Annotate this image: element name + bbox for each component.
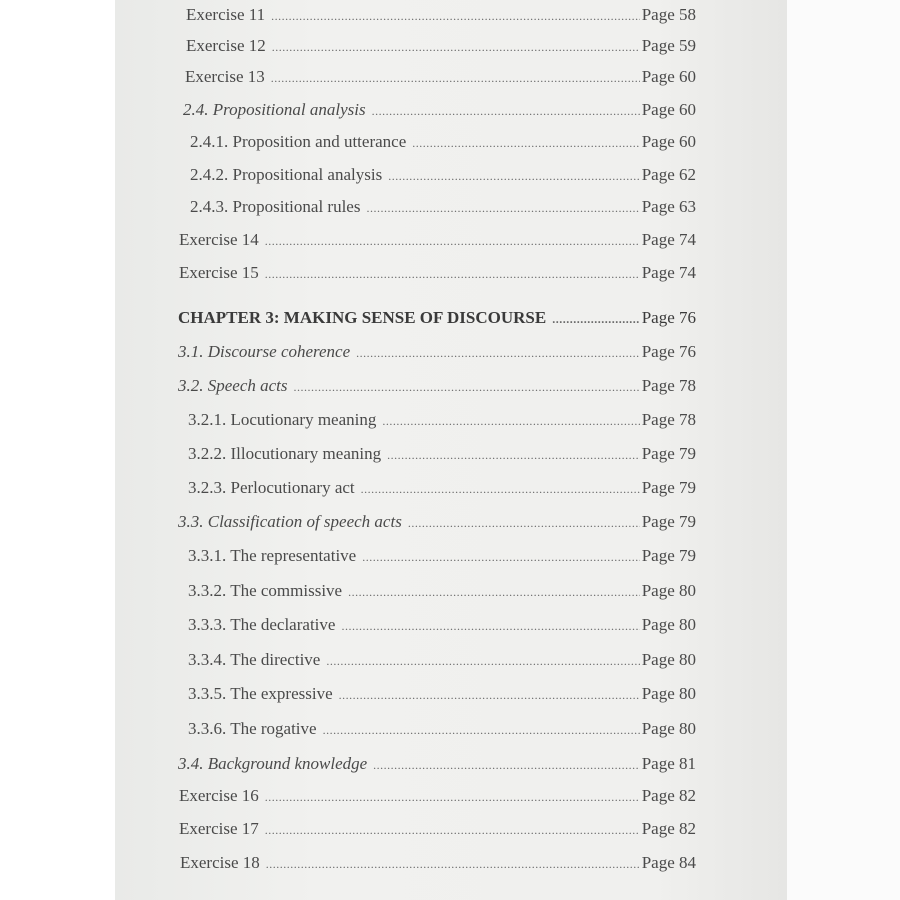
toc-entry-label: 2.4.1. Proposition and utterance <box>190 132 407 151</box>
toc-entry <box>180 853 696 873</box>
toc-entry <box>179 230 696 250</box>
toc-entry-page: Page 82 <box>641 786 696 805</box>
toc-entry-label: Exercise 13 <box>185 67 265 86</box>
toc-entry <box>188 410 696 430</box>
toc-entry-page: Page 79 <box>641 512 696 531</box>
dot-leader <box>412 136 639 151</box>
toc-entry <box>190 132 696 152</box>
toc-entry-page: Page 82 <box>641 819 696 838</box>
dot-leader <box>373 758 640 773</box>
dot-leader <box>356 346 640 361</box>
toc-entry <box>179 819 696 839</box>
toc-entry-label: 2.4.2. Propositional analysis <box>190 165 383 184</box>
toc-entry <box>179 786 696 806</box>
toc-entry <box>178 376 696 396</box>
toc-entry-label: 3.1. Discourse coherence <box>178 342 351 361</box>
toc-entry-label: Exercise 14 <box>179 230 259 249</box>
toc-entry-label: Exercise 12 <box>186 36 266 55</box>
dot-leader <box>294 380 640 395</box>
dot-leader <box>265 267 640 282</box>
toc-entry-page: Page 80 <box>641 719 696 738</box>
toc-entry <box>188 478 696 498</box>
toc-entry-label: Exercise 17 <box>179 819 259 838</box>
toc-entry <box>178 342 696 362</box>
toc-entry-page: Page 60 <box>641 67 696 86</box>
dot-leader <box>265 790 640 805</box>
dot-leader <box>272 40 640 55</box>
toc-entry <box>188 684 696 704</box>
dot-leader <box>387 448 640 463</box>
toc-entry-label: 3.2.2. Illocutionary meaning <box>188 444 382 463</box>
toc-entry <box>179 263 696 283</box>
dot-leader <box>552 312 639 327</box>
dot-leader <box>326 654 639 669</box>
dot-leader <box>266 857 640 872</box>
toc-entry-page: Page 80 <box>641 615 696 634</box>
toc-entry-page: Page 60 <box>641 100 696 119</box>
toc-entry <box>188 546 696 566</box>
toc-entry <box>188 444 696 464</box>
toc-entry-page: Page 80 <box>641 684 696 703</box>
toc-entry <box>178 754 696 774</box>
toc-entry-label: 3.2. Speech acts <box>178 376 288 395</box>
toc-entry-label: 3.3. Classification of speech acts <box>178 512 402 531</box>
toc-entry <box>186 36 696 56</box>
dot-leader <box>271 71 640 86</box>
toc-entry <box>188 615 696 635</box>
toc-entry-page: Page 58 <box>641 5 696 24</box>
toc-entry <box>183 100 696 120</box>
toc-entry-label: 3.4. Background knowledge <box>178 754 368 773</box>
toc-entry-label: Exercise 18 <box>180 853 260 872</box>
toc-entry <box>188 650 696 670</box>
toc-entry-label: Exercise 11 <box>186 5 266 24</box>
dot-leader <box>362 550 639 565</box>
dot-leader <box>388 169 640 184</box>
dot-leader <box>265 823 640 838</box>
toc-entry-label: 2.4. Propositional analysis <box>183 100 366 119</box>
toc-entry <box>186 5 696 25</box>
toc-entry-page: Page 59 <box>641 36 696 55</box>
dot-leader <box>382 414 639 429</box>
toc-entry <box>178 308 696 328</box>
toc-entry-label: 2.4.3. Propositional rules <box>190 197 361 216</box>
toc-entry-label: Exercise 16 <box>179 786 259 805</box>
toc-entry <box>185 67 696 87</box>
toc-entry <box>190 165 696 185</box>
toc-entry-label: 3.3.3. The declarative <box>188 615 336 634</box>
dot-leader <box>265 234 640 249</box>
toc-entry-page: Page 79 <box>641 546 696 565</box>
toc-entry-page: Page 78 <box>641 410 696 429</box>
toc-entry <box>188 719 696 739</box>
dot-leader <box>408 516 640 531</box>
toc-entry <box>178 512 696 532</box>
toc-entry-label: CHAPTER 3: MAKING SENSE OF DISCOURSE <box>178 308 547 327</box>
dot-leader <box>361 482 640 497</box>
toc-entry-label: 3.2.3. Perlocutionary act <box>188 478 355 497</box>
toc-entry-label: 3.3.4. The directive <box>188 650 321 669</box>
toc-entry-label: Exercise 15 <box>179 263 259 282</box>
toc-entry-page: Page 74 <box>641 230 696 249</box>
toc-entry-page: Page 63 <box>641 197 696 216</box>
toc-entry-page: Page 76 <box>641 308 696 327</box>
toc-entry-page: Page 79 <box>641 444 696 463</box>
toc-entry-label: 3.3.1. The representative <box>188 546 357 565</box>
toc-entry-label: 3.3.2. The commissive <box>188 581 343 600</box>
dot-leader <box>339 688 640 703</box>
dot-leader <box>323 723 640 738</box>
toc-entry <box>188 581 696 601</box>
toc-entry-page: Page 80 <box>641 650 696 669</box>
toc-entry-page: Page 74 <box>641 263 696 282</box>
toc-entry-page: Page 60 <box>641 132 696 151</box>
toc-entry-page: Page 76 <box>641 342 696 361</box>
toc-entry-page: Page 62 <box>641 165 696 184</box>
toc-entry-label: 3.2.1. Locutionary meaning <box>188 410 377 429</box>
toc-entry-page: Page 81 <box>641 754 696 773</box>
toc-entry-label: 3.3.6. The rogative <box>188 719 317 738</box>
toc-entry-page: Page 84 <box>641 853 696 872</box>
dot-leader <box>372 104 640 119</box>
toc-entry-page: Page 80 <box>641 581 696 600</box>
toc-entry-page: Page 78 <box>641 376 696 395</box>
toc-entry <box>190 197 696 217</box>
dot-leader <box>271 9 640 24</box>
dot-leader <box>366 201 639 216</box>
toc-entry-label: 3.3.5. The expressive <box>188 684 333 703</box>
toc-entry-page: Page 79 <box>641 478 696 497</box>
dot-leader <box>341 619 639 634</box>
dot-leader <box>348 585 640 600</box>
